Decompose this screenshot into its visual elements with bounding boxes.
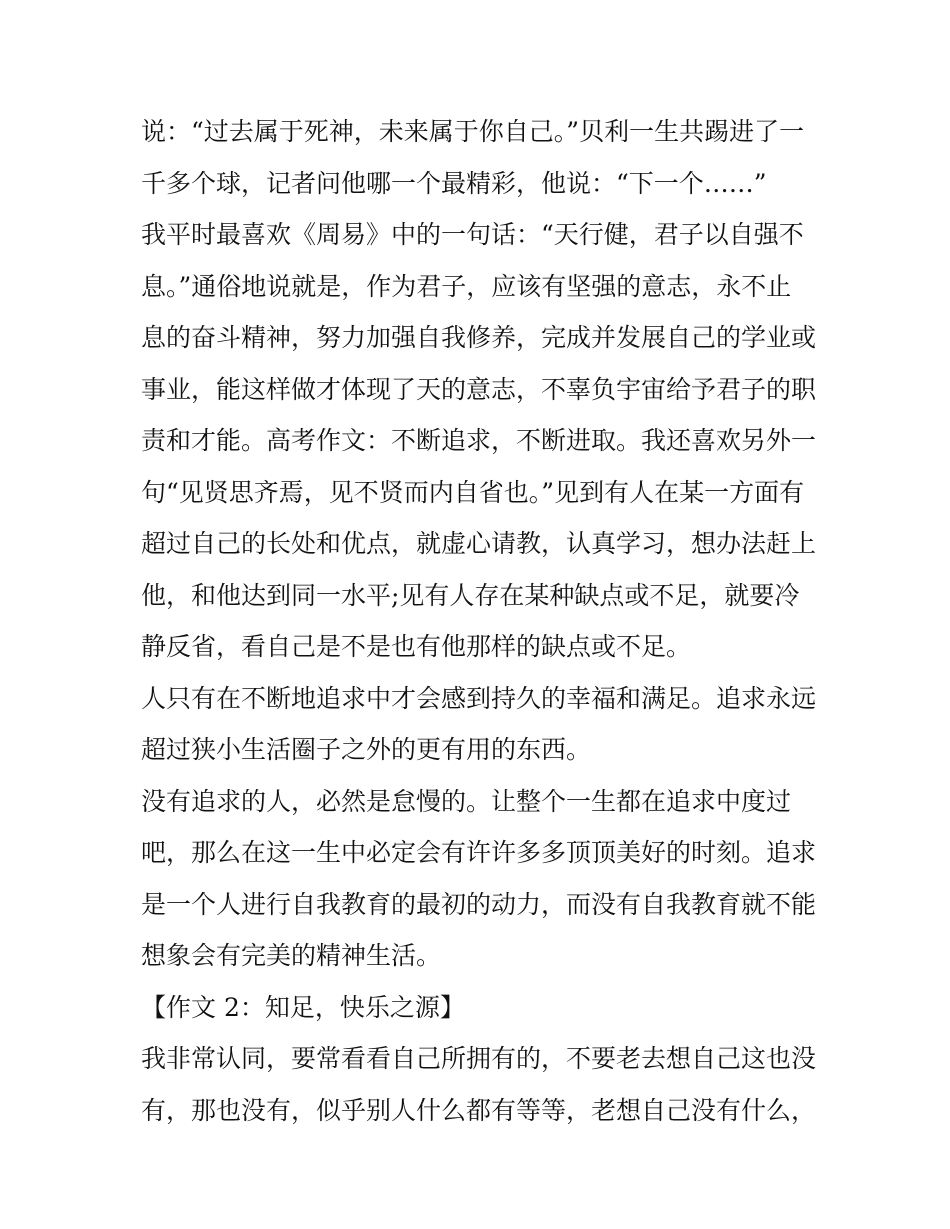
text-line: 没有追求的人，必然是怠慢的。让整个一生都在追求中度过 — [141, 786, 792, 816]
text-line: 静反省，看自己是不是也有他那样的缺点或不足。 — [141, 632, 692, 661]
text-line: 有，那也没有，似乎别人什么都有等等，老想自己没有什么， — [141, 1095, 817, 1125]
text-line: 息的奋斗精神，努力加强自我修养，完成并发展自己的学业或 — [141, 323, 817, 352]
text-line: 超过狭小生活圈子之外的更有用的东西。 — [141, 735, 592, 764]
text-line: 想象会有完美的精神生活。 — [141, 941, 442, 970]
text-line: 他，和他达到同一水平;见有人存在某种缺点或不足，就要冷 — [141, 580, 800, 610]
text-line: 是一个人进行自我教育的最初的动力，而没有自我教育就不能 — [141, 889, 817, 919]
document-body — [141, 106, 817, 1136]
text-line: 超过自己的长处和优点，就虚心请教，认真学习，想办法赶上 — [141, 529, 817, 558]
text-line: 责和才能。高考作文：不断追求，不断进取。我还喜欢另外一 — [141, 426, 817, 455]
text-line: 我平时最喜欢《周易》中的一句话：“天行健，君子以自强不 — [141, 220, 804, 249]
section-heading: 【作文 2：知足，快乐之源】 — [141, 992, 465, 1022]
text-line: 吧，那么在这一生中必定会有许许多多顶顶美好的时刻。追求 — [141, 838, 817, 867]
text-line: 事业，能这样做才体现了天的意志，不辜负宇宙给予君子的职 — [141, 374, 817, 404]
text-line: 句“见贤思齐焉，见不贤而内自省也。”见到有人在某一方面有 — [141, 477, 805, 507]
text-line: 人只有在不断地追求中才会感到持久的幸福和满足。追求永远 — [141, 683, 817, 713]
text-line: 千多个球，记者问他哪一个最精彩，他说：“下一个……” — [141, 168, 767, 198]
text-line: 说：“过去属于死神，未来属于你自己。”贝利一生共踢进了一 — [141, 117, 805, 146]
text-line: 息。”通俗地说就是，作为君子，应该有坚强的意志，永不止 — [141, 271, 792, 301]
text-line: 我非常认同，要常看看自己所拥有的，不要老去想自己这也没 — [141, 1044, 817, 1073]
